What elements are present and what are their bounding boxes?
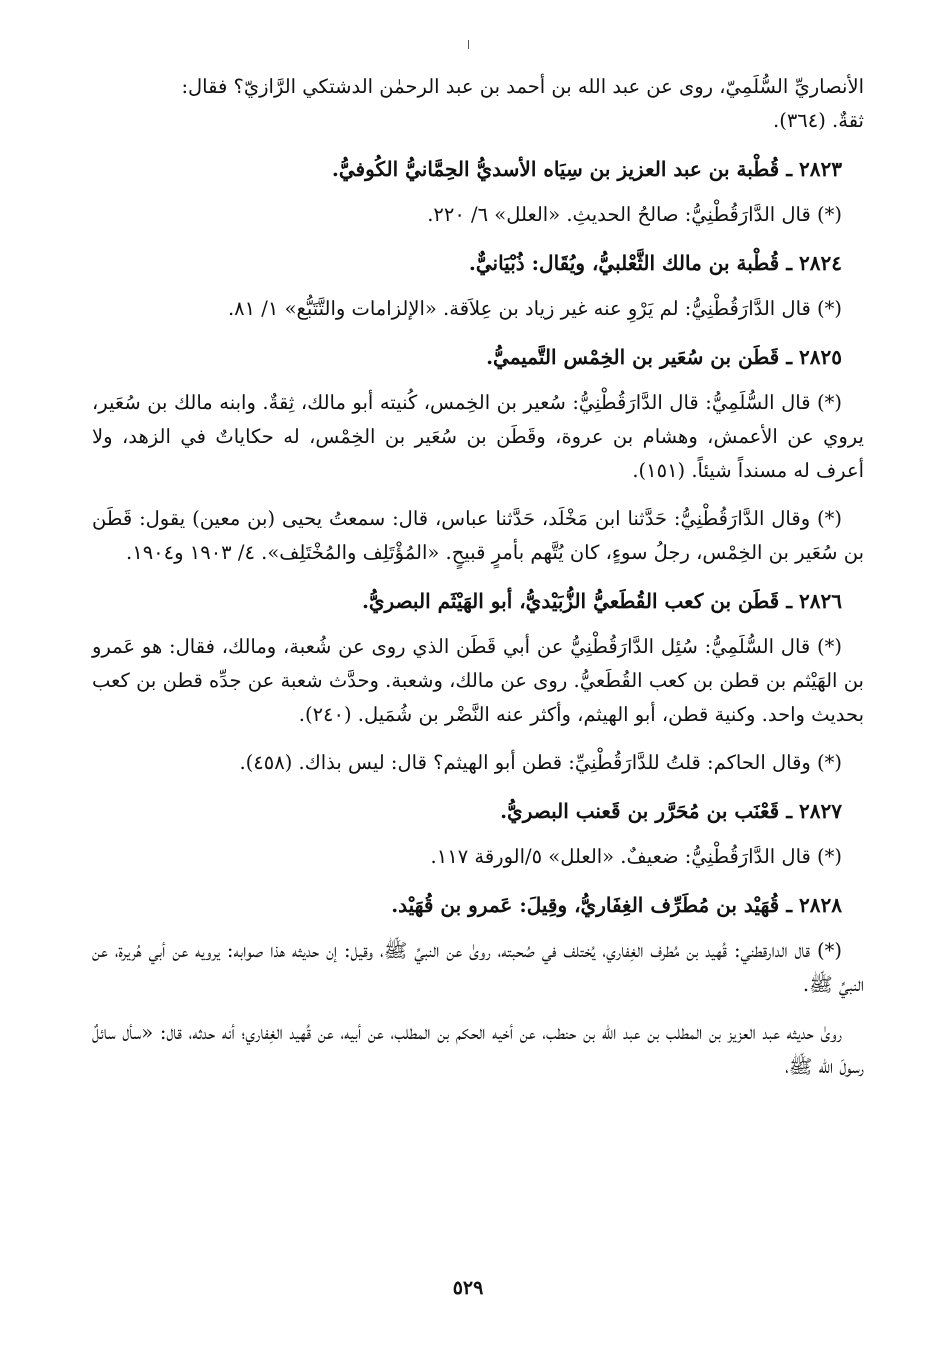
entry-text-2826-b: (*) وقال الحاكم: قلتُ للدَّارَقُطْنِيِّ: قطن أبو الهيثم؟ قال: ليس بذاك. (٤٥٨).: [239, 751, 842, 774]
page-number: ٥٢٩: [452, 1277, 484, 1299]
entry-text-2823: (*) قال الدَّارَقُطْنِيُّ: صالحُ الحديثِ. «العلل» ٦/ ٢٢٠.: [427, 203, 842, 226]
entry-heading-2825: ٢٨٢٥ ـ قَطَن بن سُعَير بن الخِمْس التَّميميُّ.: [486, 345, 842, 369]
text-line: الأنصاريِّ السُّلَمِيّ، روى عن عبد الله بن أحمد بن عبد الرحمٰن الدشتكي الرَّازيّ؟ فقال:: [181, 75, 864, 98]
entry-text-2828-b: روىٰ حديثه عبد العزيز بن المطلب بن عبد الله بن حنطب، عن أخيه الحكم بن المطلب، عن أبيه، عن قُهيد الغِفاري؛ أنه حدثه، قال: «سأل سائلٌ رسولَ الله ﷺ،: [92, 1021, 864, 1078]
entry-text-2824: (*) قال الدَّارَقُطْنِيُّ: لم يَرْوِ عنه غير زياد بن عِلاَقة. «الإلزامات والتَّتَبُّع» ١/ ٨١.: [227, 297, 842, 320]
entry-text-2826-a: (*) قال السُّلَمِيُّ: سُئِل الدَّارَقُطْنِيُّ عن أبي قَطَن الذي روى عن شُعبة، ومالك، فقال: هو عَمرو بن الهَيْثم بن قطن بن كعب القُطَعيُّ. روى عن مالك، وشعبة. وحدَّث شعبة عن جدِّه قطن بن كعب بحديث واحد. وكنية قطن، أبو الهيثم، وأكثر عنه النَّضْر بن شُمَيل. (٢٤٠).: [92, 635, 864, 726]
entry-heading-2826: ٢٨٢٦ ـ قَطَن بن كعب القُطَعيُّ الزُّبَيْديُّ، أبو الهَيْثَم البصريُّ.: [361, 589, 842, 613]
entry-text-2825-b: (*) وقال الدَّارَقُطْنِيُّ: حَدَّثنا ابن مَخْلَد، حَدَّثنا عباس، قال: سمعتُ يحيى (بن معين) يقول: قَطَن بن سُعَير بن الخِمْس، رجلُ سوءٍ، كان يُتَّهم بأمرٍ قبيحٍ. «المُؤْتَلِف والمُخْتَلِف». ٤/ ١٩٠٣ و١٩٠٤.: [92, 507, 864, 564]
entry-text-2827: (*) قال الدَّارَقُطْنِيُّ: ضعيفٌ. «العلل» ٥/الورقة ١١٧.: [430, 845, 842, 868]
entry-heading-2823: ٢٨٢٣ ـ قُطْبة بن عبد العزيز بن سِيَاه الأسديُّ الحِمَّانيُّ الكُوفيُّ.: [331, 157, 842, 181]
entry-heading-2827: ٢٨٢٧ ـ قَعْنَب بن مُحَرَّر بن قَعنب البصريُّ.: [500, 799, 842, 823]
entry-text-2828-a: (*) قال الدارقطني: قُهيد بن مُطرف الغِفاري، يُختلف في صُحبته، روىٰ عن النبيِّ ﷺ، وقيل: إن حديثه هذا صوابه: يرويه عن أبي هُريرة، عن النبيِّ ﷺ.: [92, 939, 864, 996]
page-top-mark: [468, 40, 469, 49]
text-line: ثقةٌ. (٣٦٤).: [773, 109, 864, 132]
entry-heading-2824: ٢٨٢٤ ـ قُطْبة بن مالك الثَّعْلبيُّ، ويُقَال: ذُبْيَانيٌّ.: [468, 251, 842, 275]
entry-text-2825-a: (*) قال السُّلَمِيُّ: قال الدَّارَقُطْنِيُّ: سُعير بن الخِمس، كُنيته أبو مالك، ثِقةٌ. وابنه مالك بن سُعَير، يروي عن الأعمش، وهشام بن عروة، وقَطَن بن سُعَير بن الخِمْس، له حكاياتٌ في الزهد، ولا أعرف له مسنداً شيئاً. (١٥١).: [92, 391, 864, 482]
entry-heading-2828: ٢٨٢٨ ـ قُهَيْد بن مُطَرِّف الغِفَاريُّ، وقِيلَ: عَمرو بن قُهَيْد.: [391, 893, 842, 917]
continued-paragraph: [92, 70, 864, 138]
page-body: [92, 70, 864, 1098]
